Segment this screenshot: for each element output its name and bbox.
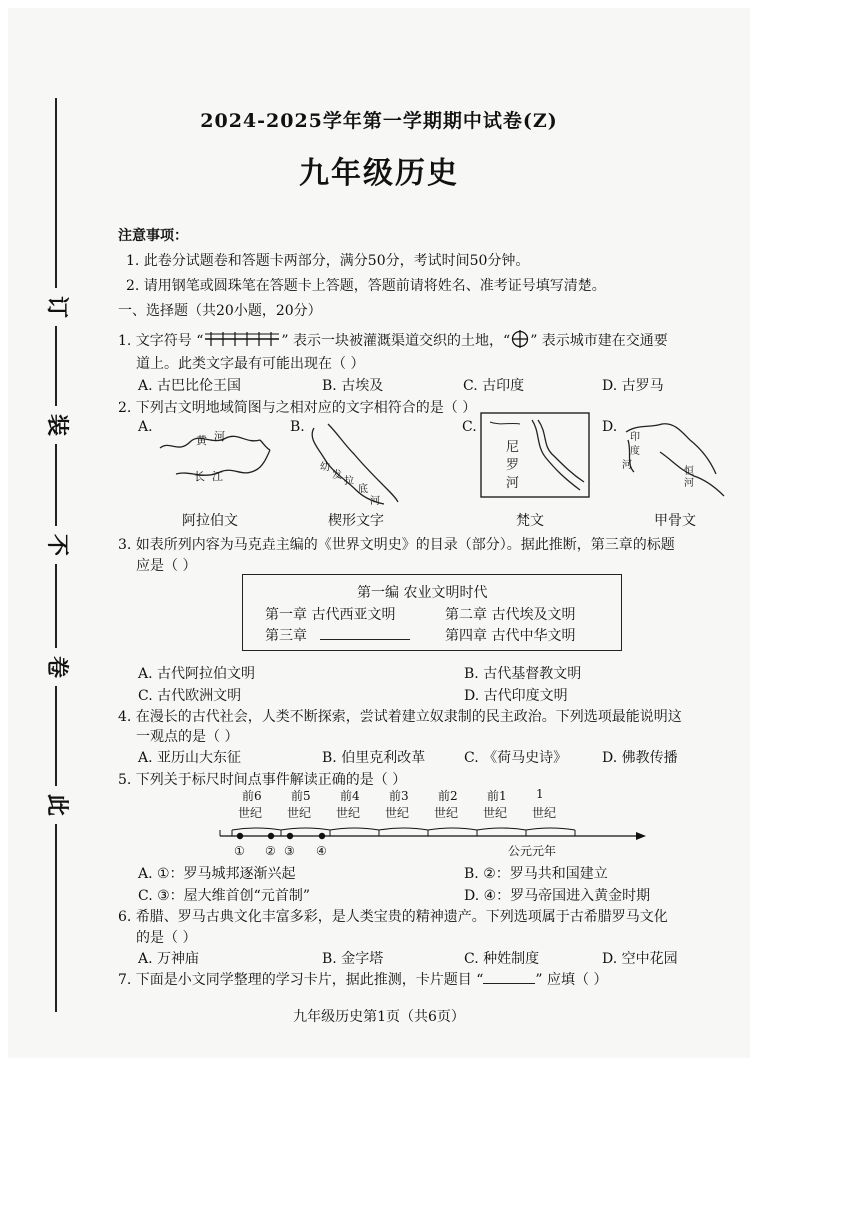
q2-letter-c: C. bbox=[462, 419, 477, 435]
question-1-line2: 道上。此类文字最有可能出现在（ ） bbox=[136, 356, 365, 372]
century-label: 前2 bbox=[438, 789, 458, 803]
timeline-marker-label: ② bbox=[265, 844, 276, 858]
binding-char: 不 bbox=[44, 533, 70, 556]
q3-option-c: C. 古代欧洲文明 bbox=[138, 688, 242, 704]
question-3-line1: 3. 如表所列内容为马克垚主编的《世界文明史》的目录（部分）。据此推断，第三章的标题 bbox=[118, 537, 675, 553]
century-label: 前4 bbox=[340, 789, 360, 803]
century-segment bbox=[330, 828, 379, 836]
century-segment bbox=[379, 828, 428, 836]
note-item: 2. 请用钢笔或圆珠笔在答题卡上答题，答题前请将姓名、准考证号填写清楚。 bbox=[126, 278, 606, 294]
map-c-label: 罗 bbox=[506, 458, 520, 473]
q6-option-b: B. 金字塔 bbox=[322, 951, 384, 967]
question-7-line bbox=[118, 969, 607, 989]
map-c-label: 尼 bbox=[506, 440, 520, 455]
subject-title: 九年级历史 bbox=[299, 156, 459, 191]
q6-option-d: D. 空中花园 bbox=[602, 951, 678, 967]
q2-letter-a: A. bbox=[138, 419, 153, 435]
timeline-marker-label: ③ bbox=[284, 844, 295, 858]
q2-caption-b: 楔形文字 bbox=[328, 513, 384, 529]
century-label: 1 bbox=[536, 787, 544, 801]
q1-text-b: ” 表示一块被灌溉渠道交织的土地，“ bbox=[281, 333, 511, 349]
q4-option-a: A. 亚历山大东征 bbox=[138, 750, 242, 766]
section-title: 一、选择题（共20小题，20分） bbox=[118, 303, 322, 319]
q4-option-c: C. 《荷马史诗》 bbox=[464, 750, 568, 766]
q1-option-d: D. 古罗马 bbox=[602, 378, 664, 394]
century-label: 前5 bbox=[291, 789, 311, 803]
question-4-line1: 4. 在漫长的古代社会，人类不断探索，尝试着建立奴隶制的民主政治。下列选项最能说明这 bbox=[118, 709, 682, 725]
century-unit: 世纪 bbox=[238, 806, 263, 820]
q4-option-d: D. 佛教传播 bbox=[602, 750, 678, 766]
map-b-label: 拉 bbox=[344, 476, 354, 487]
q3-option-a: A. 古代阿拉伯文明 bbox=[138, 666, 256, 682]
map-b-label: 河 bbox=[370, 496, 380, 507]
century-unit: 世纪 bbox=[434, 806, 459, 820]
timeline-point bbox=[237, 833, 243, 839]
q4-option-b: B. 伯里克利改革 bbox=[322, 750, 426, 766]
map-d-label: 河 bbox=[684, 478, 694, 489]
map-d-label: 印 bbox=[630, 432, 640, 443]
answer-blank bbox=[483, 971, 535, 984]
century-unit: 世纪 bbox=[287, 806, 312, 820]
century-segment bbox=[428, 828, 477, 836]
q7-text-b: ” 应填（ ） bbox=[535, 972, 608, 988]
question-6-line2: 的是（ ） bbox=[136, 930, 197, 946]
q1-option-c: C. 古印度 bbox=[463, 378, 525, 394]
map-c-label: 河 bbox=[506, 476, 520, 491]
timeline-marker-label: ④ bbox=[316, 844, 327, 858]
map-a-label: 河 bbox=[214, 430, 225, 443]
map-b-label: 底 bbox=[358, 484, 368, 495]
q6-option-c: C. 种姓制度 bbox=[464, 951, 540, 967]
q5-option-b: B. ②：罗马共和国建立 bbox=[464, 866, 608, 882]
era-label: 公元元年 bbox=[508, 844, 557, 858]
map-b-label: 发 bbox=[332, 470, 342, 481]
century-unit: 世纪 bbox=[483, 806, 508, 820]
toc-chapter-2: 第二章 古代埃及文明 bbox=[445, 607, 576, 623]
century-unit: 世纪 bbox=[385, 806, 410, 820]
question-2-stem: 2. 下列古文明地域简图与之相对应的文字相符合的是（ ） bbox=[118, 400, 477, 416]
map-a-label: 江 bbox=[212, 470, 223, 483]
timeline-point bbox=[287, 833, 293, 839]
scanned-page bbox=[8, 8, 750, 1058]
map-d-label: 河 bbox=[622, 460, 632, 471]
timeline-point bbox=[268, 833, 274, 839]
timeline-point bbox=[319, 833, 325, 839]
q2-caption-c: 梵文 bbox=[516, 513, 544, 529]
question-6-line1: 6. 希腊、罗马古典文化丰富多彩，是人类宝贵的精神遗产。下列选项属于古希腊罗马文化 bbox=[118, 909, 668, 925]
q2-caption-d: 甲骨文 bbox=[654, 513, 696, 529]
map-a-label: 长 bbox=[194, 470, 205, 483]
century-label: 前6 bbox=[242, 789, 262, 803]
q5-option-c: C. ③：屋大维首创“元首制” bbox=[138, 888, 310, 904]
century-segment bbox=[477, 828, 526, 836]
century-unit: 世纪 bbox=[336, 806, 361, 820]
binding-char: 卷 bbox=[44, 655, 70, 678]
timeline-marker-label: ① bbox=[234, 844, 245, 858]
map-b-label: 幼 bbox=[320, 462, 330, 473]
q3-option-b: B. 古代基督教文明 bbox=[464, 666, 582, 682]
toc-chapter-1: 第一章 古代西亚文明 bbox=[265, 607, 396, 623]
toc-chapter-3-label: 第三章 bbox=[265, 628, 307, 644]
notes-heading: 注意事项： bbox=[118, 228, 188, 244]
note-item: 1. 此卷分试题卷和答题卡两部分，满分50分，考试时间50分钟。 bbox=[126, 253, 530, 269]
map-a-label: 黄 bbox=[196, 434, 207, 447]
q1-option-a: A. 古巴比伦王国 bbox=[138, 378, 242, 394]
toc-chapter-4: 第四章 古代中华文明 bbox=[445, 628, 576, 644]
q1-option-b: B. 古埃及 bbox=[322, 378, 384, 394]
question-5-stem: 5. 下列关于标尺时间点事件解读正确的是（ ） bbox=[118, 772, 407, 788]
page-footer: 九年级历史第1页（共6页） bbox=[293, 1009, 465, 1025]
century-label: 前3 bbox=[389, 789, 409, 803]
q3-option-d: D. 古代印度文明 bbox=[464, 688, 568, 704]
exam-title: 2024-2025学年第一学期期中试卷(Z) bbox=[200, 110, 558, 132]
q5-option-d: D. ④：罗马帝国进入黄金时期 bbox=[464, 888, 651, 904]
century-unit: 世纪 bbox=[532, 806, 557, 820]
q6-option-a: A. 万神庙 bbox=[138, 951, 200, 967]
q2-letter-b: B. bbox=[290, 419, 305, 435]
question-3-line2: 应是（ ） bbox=[136, 558, 197, 574]
q1-text-c: ” 表示城市建在交通要 bbox=[530, 333, 668, 349]
q2-caption-a: 阿拉伯文 bbox=[182, 513, 238, 529]
toc-part: 第一编 农业文明时代 bbox=[357, 585, 488, 601]
binding-char: 订 bbox=[44, 295, 70, 318]
binding-char: 装 bbox=[44, 413, 70, 436]
q7-text-a: 7. 下面是小文同学整理的学习卡片，据此推测，卡片题目 “ bbox=[118, 972, 484, 988]
binding-char: 此 bbox=[44, 793, 70, 816]
q2-letter-d: D. bbox=[602, 419, 618, 435]
q5-option-a: A. ①：罗马城邦逐渐兴起 bbox=[138, 866, 296, 882]
century-segment bbox=[526, 828, 575, 836]
map-d-label: 度 bbox=[630, 446, 640, 457]
century-label: 前1 bbox=[487, 789, 507, 803]
question-4-line2: 一观点的是（ ） bbox=[136, 729, 239, 745]
q1-text-a: 1. 文字符号 “ bbox=[118, 333, 204, 349]
map-d-label: 恒 bbox=[684, 466, 694, 477]
